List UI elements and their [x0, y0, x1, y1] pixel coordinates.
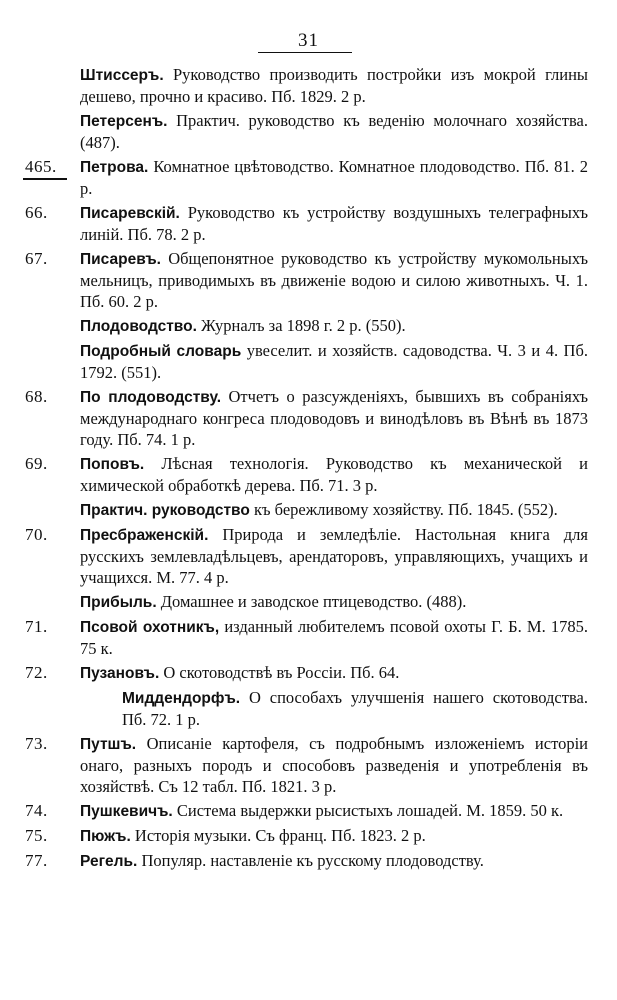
catalog-entry — [0, 340, 617, 386]
entry-number: 69. — [25, 454, 48, 473]
entry-heading: Плодоводство. — [80, 318, 197, 335]
entry-body — [80, 825, 588, 847]
entry-text: Журналъ за 1898 г. 2 р. (550). — [196, 316, 406, 335]
entry-body — [80, 64, 588, 107]
entry-heading: Псовой охотникъ, — [80, 619, 220, 636]
entry-heading: Пюжъ. — [80, 828, 131, 845]
entry-text: увеселит. и хозяйств. садоводства. Ч. 3 и 4. Пб. 1792. (551). — [80, 341, 588, 382]
entry-body — [122, 687, 588, 730]
entry-text: Природа и земледѣліе. Настольная книга для русскихъ землевладѣльцевъ, арендаторовъ, управляющихъ, учащихъ и учащихся. М. 77. 4 р. — [80, 525, 588, 587]
entry-heading: Подробный словарь — [80, 343, 242, 360]
catalog-entry — [0, 687, 617, 733]
entry-number: 465. — [25, 156, 73, 177]
entry-number: 75. — [25, 826, 48, 845]
entry-body — [80, 110, 588, 153]
entry-text: Общепонятное руководство къ устройству мукомольныхъ мельницъ, приводимыхъ въ движеніе водою и силою животныхъ. Ч. 1. Пб. 60. 2 р. — [80, 249, 588, 311]
entry-number: 77. — [25, 851, 48, 870]
catalog-entry — [0, 64, 617, 110]
entry-text: Система выдержки рысистыхъ лошадей. М. 1859. 50 к. — [172, 801, 564, 820]
entry-heading: Штиссеръ. — [80, 67, 164, 84]
entry-number: 73. — [25, 734, 48, 753]
catalog-entry — [0, 315, 617, 340]
entry-body — [80, 662, 588, 684]
entry-body — [80, 202, 588, 245]
catalog-entry — [0, 850, 617, 875]
entry-text: Описаніе картофеля, съ подробнымъ изложеніемъ исторіи онаго, разныхъ породъ и способовъ разведенія и употребленія въ хозяйствѣ. Съ 12 табл. Пб. 1821. 3 р. — [80, 734, 588, 796]
entry-text: Руководство къ устройству воздушныхъ телеграфныхъ линій. Пб. 78. 2 р. — [80, 203, 588, 244]
entry-body — [80, 499, 588, 521]
entry-body — [80, 800, 588, 822]
entry-body — [80, 591, 588, 613]
entry-text: изданный любителемъ псовой охоты Г. Б. М. 1785. 75 к. — [80, 617, 588, 658]
entry-number: 70. — [25, 525, 48, 544]
entry-heading: Путшъ. — [80, 736, 137, 753]
entry-number: 72. — [25, 663, 48, 682]
entry-heading: Пресбраженскій. — [80, 527, 209, 544]
entry-text: Комнатное цвѣтоводство. Комнатное плодоводство. Пб. 81. 2 р. — [80, 157, 588, 198]
entry-heading: Регель. — [80, 853, 138, 870]
catalog-entry — [0, 499, 617, 524]
catalog-entry — [0, 453, 617, 499]
entry-number: 71. — [25, 617, 48, 636]
entry-body — [80, 386, 588, 450]
entry-heading: Петрова. — [80, 159, 149, 176]
entry-heading: Пушкевичъ. — [80, 803, 173, 820]
entry-text: Лѣсная технологія. Руководство къ механической и химической обработкѣ дерева. Пб. 71. 3 р. — [80, 454, 588, 495]
entry-body — [80, 850, 588, 872]
entry-body — [80, 616, 588, 659]
entry-text: къ бережливому хозяйству. Пб. 1845. (552). — [249, 500, 558, 519]
entry-body — [80, 733, 588, 797]
entry-number: 68. — [25, 387, 48, 406]
entry-heading: Петерсенъ. — [80, 113, 168, 130]
entry-text: Домашнее и заводское птицеводство. (488). — [156, 592, 467, 611]
catalog-entry — [0, 110, 617, 156]
catalog-entries — [0, 64, 617, 875]
catalog-entry — [0, 825, 617, 850]
catalog-entry — [0, 616, 617, 662]
catalog-entry — [0, 156, 617, 202]
entry-heading: Практич. руководство — [80, 502, 250, 519]
entry-text: О скотоводствѣ въ Россіи. Пб. 64. — [159, 663, 400, 682]
entry-heading: Прибыль. — [80, 594, 157, 611]
entry-text: Руководство производить постройки изъ мокрой глины дешево, прочно и красиво. Пб. 1829. 2 р. — [80, 65, 588, 106]
catalog-entry — [0, 524, 617, 591]
entry-body — [80, 453, 588, 496]
catalog-entry — [0, 386, 617, 453]
catalog-entry — [0, 202, 617, 248]
entry-text: Популяр. наставленіе къ русскому плодоводству. — [137, 851, 484, 870]
header-rule — [258, 52, 352, 53]
entry-number: 66. — [25, 203, 48, 222]
entry-heading: Писаревъ. — [80, 251, 161, 268]
entry-text: Отчетъ о разсужденіяхъ, бывшихъ въ собраніяхъ международнаго конгреса плодоводовъ и винодѣловъ въ Вѣнѣ въ 1873 году. Пб. 74. 1 р. — [80, 387, 588, 449]
entry-text: О способахъ улучшенія нашего скотоводства. Пб. 72. 1 р. — [122, 688, 588, 729]
catalog-entry — [0, 248, 617, 315]
entry-heading: Пузановъ. — [80, 665, 160, 682]
catalog-entry — [0, 800, 617, 825]
entry-heading: Миддендорфъ. — [122, 690, 241, 707]
entry-body — [80, 156, 588, 199]
entry-heading: Писаревскій. — [80, 205, 180, 222]
catalog-entry — [0, 591, 617, 616]
entry-heading: Поповъ. — [80, 456, 145, 473]
catalog-entry — [0, 733, 617, 800]
entry-number: 74. — [25, 801, 48, 820]
entry-text: Исторія музыки. Съ франц. Пб. 1823. 2 р. — [130, 826, 426, 845]
page-number: 31 — [298, 30, 319, 51]
entry-heading: По плодоводству. — [80, 389, 222, 406]
entry-body — [80, 524, 588, 588]
entry-body — [80, 315, 588, 337]
entry-body — [80, 340, 588, 383]
entry-body — [80, 248, 588, 312]
entry-text: Практич. руководство къ веденію молочнаго хозяйства. (487). — [80, 111, 588, 152]
catalog-entry — [0, 662, 617, 687]
entry-number: 67. — [25, 249, 48, 268]
